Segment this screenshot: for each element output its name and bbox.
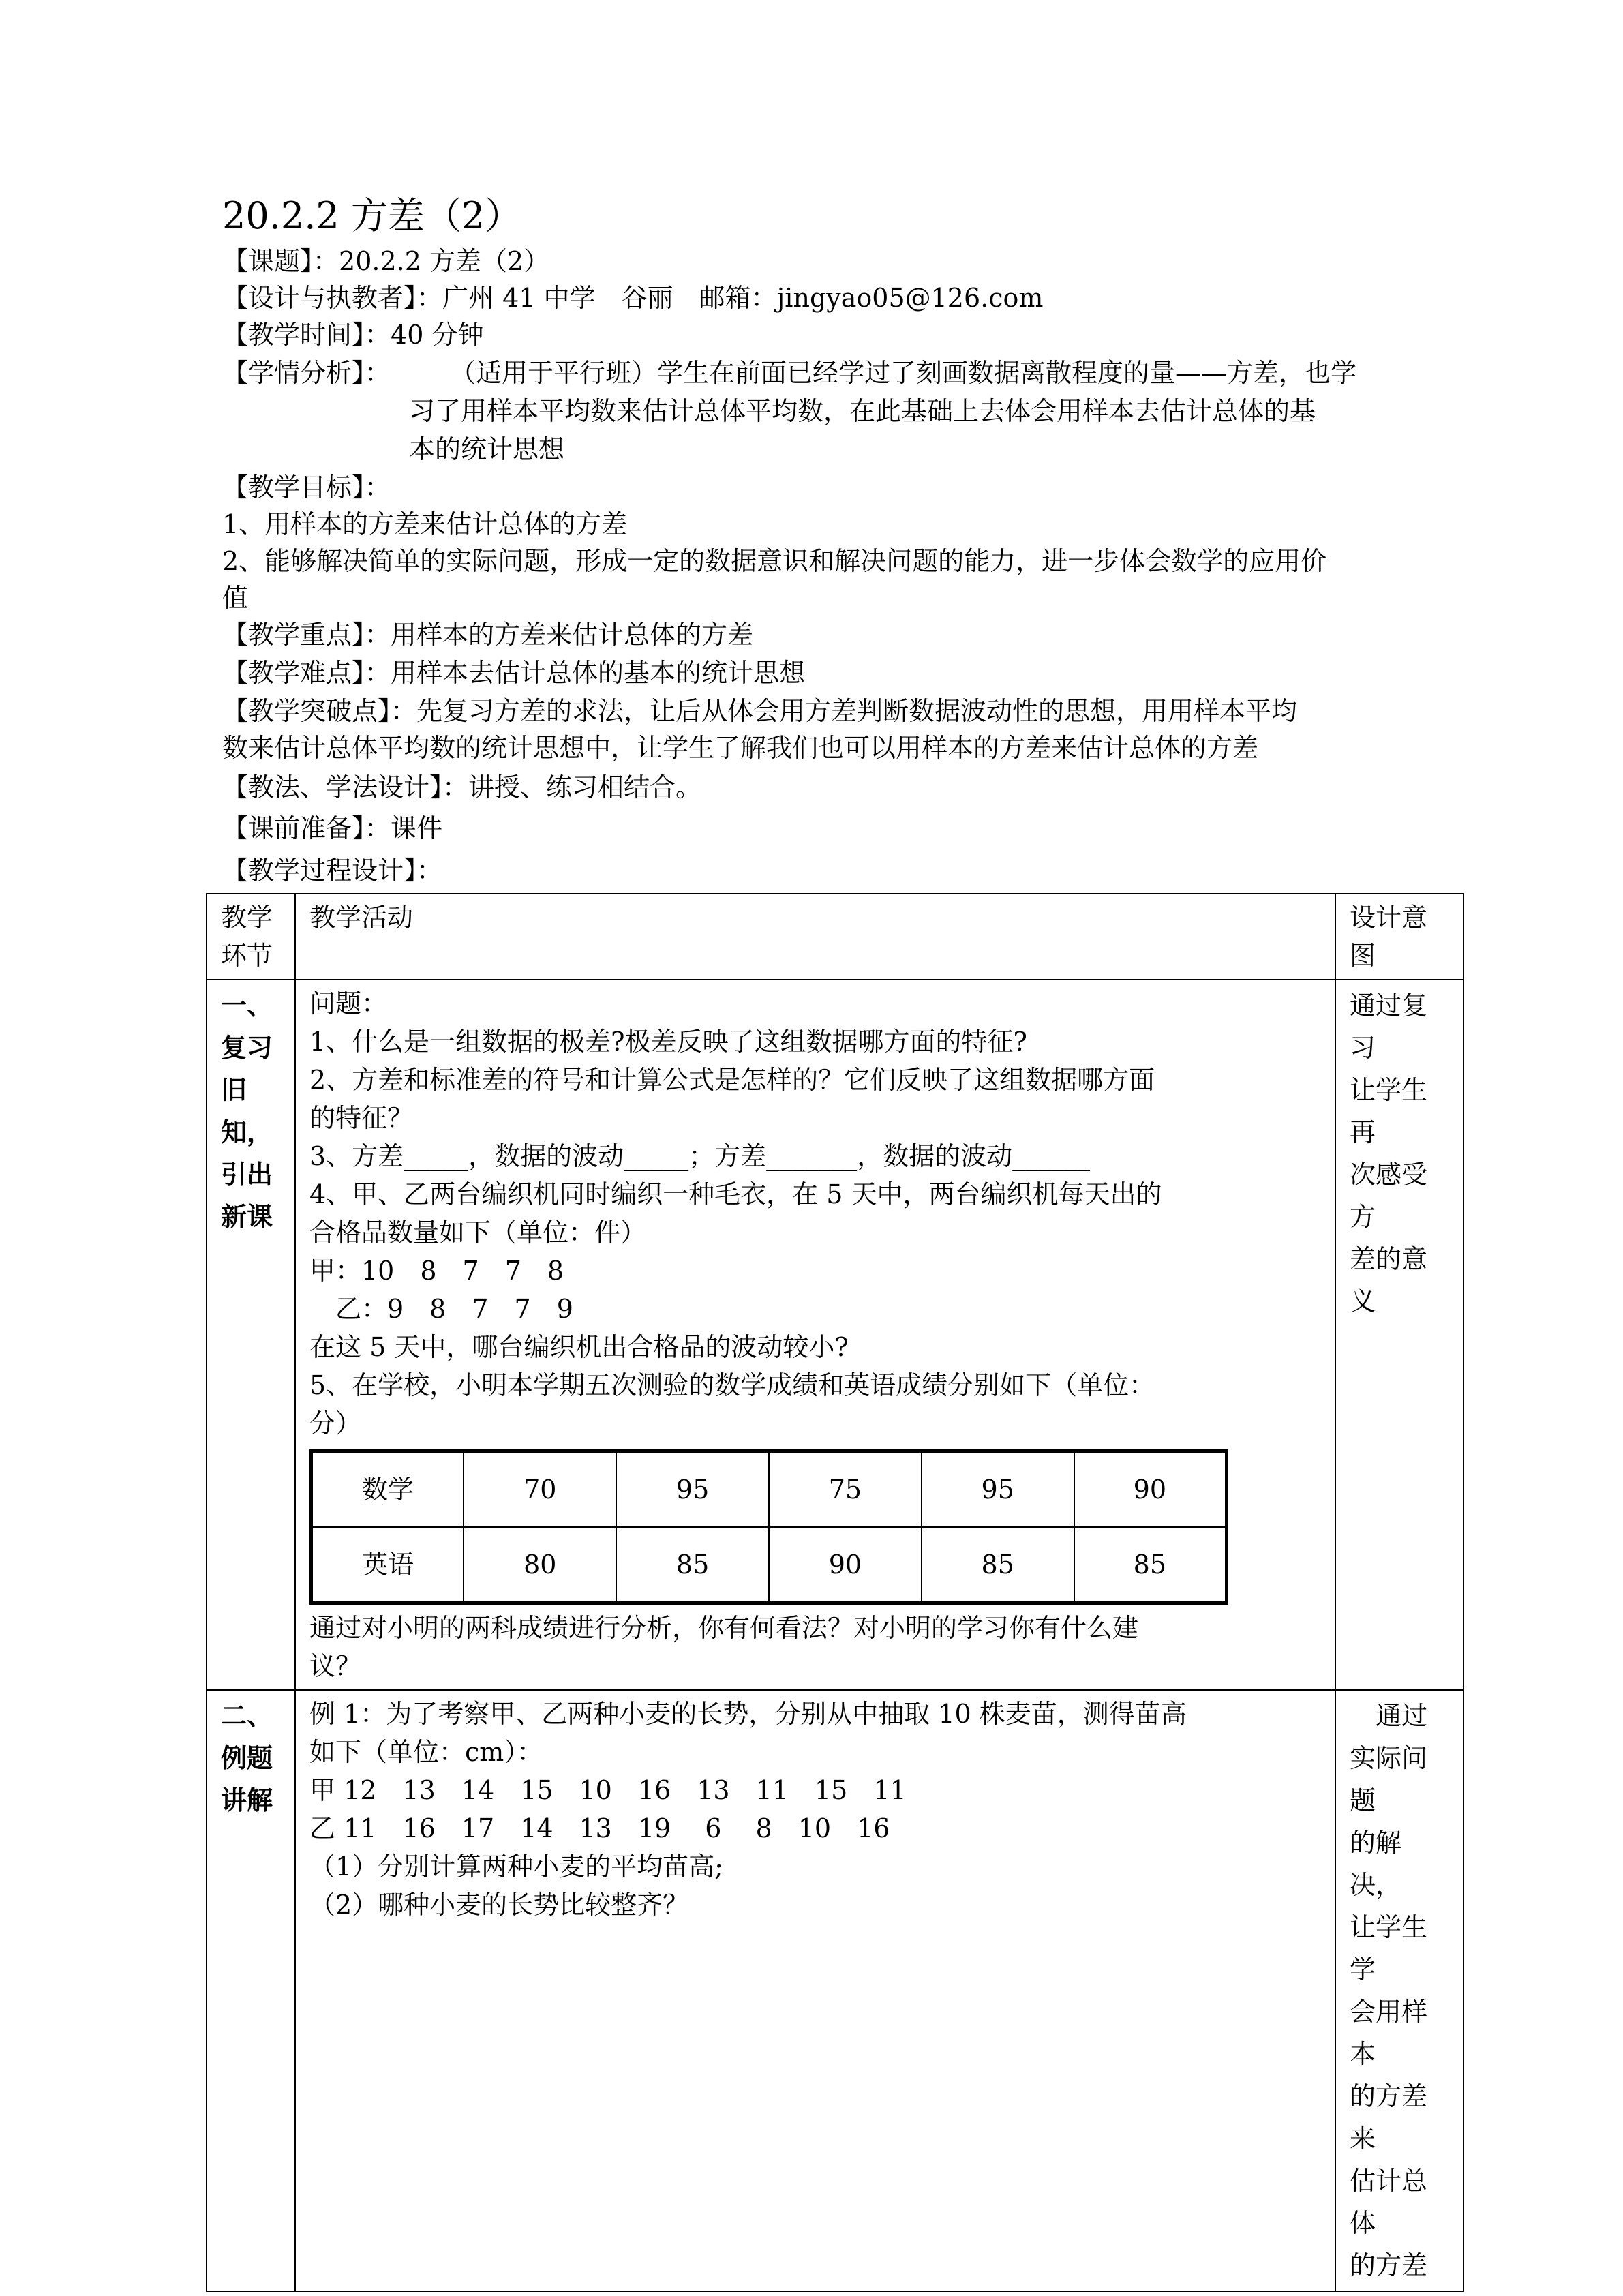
- scores-cell: 英语: [312, 1527, 464, 1603]
- question-line: 2、方差和标准差的符号和计算公式是怎样的？它们反映了这组数据哪方面: [309, 1065, 1155, 1095]
- prep-label: 【课前准备】：: [222, 813, 391, 843]
- preparation: [222, 810, 442, 847]
- goal-2: 2、能够解决简单的实际问题，形成一定的数据意识和解决问题的能力，进一步体会数学的应用价: [222, 546, 1327, 576]
- meta-topic: [222, 243, 549, 280]
- method-value: 讲授、练习相结合。: [468, 772, 702, 802]
- scores-row-math: [312, 1451, 1227, 1528]
- question-line: 合格品数量如下（单位：件）: [309, 1218, 647, 1248]
- question-line: 的特征？: [309, 1103, 414, 1133]
- section-example-row: [207, 1690, 1463, 2291]
- example-line: 如下（单位：cm）：: [309, 1737, 543, 1767]
- scores-cell: 数学: [312, 1451, 464, 1528]
- meta-topic-label: 【课题】：: [222, 246, 339, 276]
- question-line: 4、甲、乙两台编织机同时编织一种毛衣，在 5 天中，两台编织机每天出的: [309, 1179, 1162, 1209]
- scores-cell: 85: [922, 1527, 1074, 1603]
- header-stage: 教学 环节: [207, 894, 295, 980]
- difficulty: [222, 654, 805, 691]
- breakthrough: [222, 693, 1297, 729]
- question-line: 甲：10 8 7 7 8: [309, 1256, 564, 1286]
- section-review-activity: [295, 980, 1335, 1690]
- header-activity: 教学活动: [295, 894, 1335, 980]
- analysis-line-3: 本的统计思想: [409, 434, 565, 464]
- process-header-row: [207, 894, 1463, 980]
- section-example-label: 二、 例题 讲解: [207, 1690, 295, 2291]
- key-point: [222, 616, 753, 653]
- meta-time-label: 【教学时间】：: [222, 320, 391, 350]
- difficulty-label: 【教学难点】：: [222, 658, 391, 688]
- example-line: （2）哪种小麦的长势比较整齐？: [309, 1890, 689, 1920]
- scores-cell: 70: [464, 1451, 616, 1528]
- scores-row-english: [312, 1527, 1227, 1603]
- goal-1: 1、用样本的方差来估计总体的方差: [222, 509, 628, 539]
- section-review-label: 一、 复习 旧 知， 引出 新课: [207, 980, 295, 1690]
- method-label: 【教法、学法设计】：: [222, 772, 469, 802]
- scores-cell: 95: [922, 1451, 1074, 1528]
- section-example-intent: 通过 实际问题 的解决， 让学生学 会用样本 的方差来 估计总体 的方差: [1335, 1690, 1463, 2291]
- question-line: 问题：: [309, 988, 388, 1018]
- scores-cell: 90: [1074, 1451, 1227, 1528]
- example-line: 例 1：为了考察甲、乙两种小麦的长势，分别从中抽取 10 株麦苗，测得苗高: [309, 1699, 1187, 1729]
- process-label: 【教学过程设计】：: [222, 856, 443, 886]
- analysis-label: 【学情分析】：: [222, 358, 391, 388]
- meta-time: [222, 316, 483, 353]
- prep-value: 课件: [391, 813, 443, 843]
- meta-topic-value: 20.2.2 方差（2）: [339, 246, 550, 276]
- meta-author-value: 广州 41 中学 谷丽 邮箱：jingyao05@126.com: [442, 283, 1044, 313]
- meta-author: [222, 280, 1043, 316]
- example-line: 乙 11 16 17 14 13 19 6 8 10 16: [309, 1813, 890, 1843]
- question-line: 在这 5 天中，哪台编织机出合格品的波动较小?: [309, 1332, 849, 1362]
- breakthrough-label: 【教学突破点】：: [222, 696, 417, 726]
- document-title: 20.2.2 方差（2）: [222, 194, 522, 237]
- scores-table: [309, 1449, 1228, 1605]
- key-point-value: 用样本的方差来估计总体的方差: [391, 620, 754, 650]
- analysis-line-2: 习了用样本平均数来估计总体平均数，在此基础上去体会用样本去估计总体的基: [409, 396, 1316, 426]
- question-line: 5、在学校，小明本学期五次测验的数学成绩和英语成绩分别如下（单位：: [309, 1370, 1155, 1400]
- breakthrough-line-2: 数来估计总体平均数的统计思想中，让学生了解我们也可以用样本的方差来估计总体的方差: [222, 733, 1259, 763]
- question-line: 分）: [309, 1408, 362, 1438]
- scores-cell: 95: [616, 1451, 769, 1528]
- section-review-row: [207, 980, 1463, 1690]
- question-line: 3、方差_____，数据的波动_____；方差_______，数据的波动______: [309, 1141, 1091, 1171]
- header-intent: 设计意图: [1335, 894, 1463, 980]
- key-point-label: 【教学重点】：: [222, 620, 391, 650]
- goal-2-cont: 值: [222, 583, 249, 613]
- difficulty-value: 用样本去估计总体的基本的统计思想: [391, 658, 806, 688]
- question-line: 议？: [309, 1651, 362, 1681]
- analysis-line-1: （适用于平行班）学生在前面已经学过了刻画数据离散程度的量——方差，也学: [450, 358, 1357, 388]
- scores-cell: 90: [769, 1527, 922, 1603]
- scores-cell: 75: [769, 1451, 922, 1528]
- scores-cell: 80: [464, 1527, 616, 1603]
- question-line: 1、什么是一组数据的极差?极差反映了这组数据哪方面的特征?: [309, 1027, 1027, 1057]
- process-table: [206, 893, 1464, 2292]
- scores-cell: 85: [616, 1527, 769, 1603]
- meta-time-value: 40 分钟: [391, 320, 484, 350]
- method: [222, 769, 701, 806]
- scores-cell: 85: [1074, 1527, 1227, 1603]
- question-line: 乙：9 8 7 7 9: [309, 1294, 573, 1324]
- goals-label: 【教学目标】：: [222, 472, 391, 502]
- meta-author-label: 【设计与执教者】：: [222, 283, 443, 313]
- section-example-activity: [295, 1690, 1335, 2291]
- breakthrough-line-1: 先复习方差的求法，让后从体会用方差判断数据波动性的思想，用用样本平均: [416, 696, 1298, 726]
- example-line: （1）分别计算两种小麦的平均苗高;: [309, 1852, 723, 1882]
- section-review-intent: 通过复习 让学生再 次感受方 差的意义: [1335, 980, 1463, 1690]
- example-line: 甲 12 13 14 15 10 16 13 11 15 11: [309, 1775, 907, 1805]
- question-line: 通过对小明的两科成绩进行分析，你有何看法？对小明的学习你有什么建: [309, 1613, 1139, 1643]
